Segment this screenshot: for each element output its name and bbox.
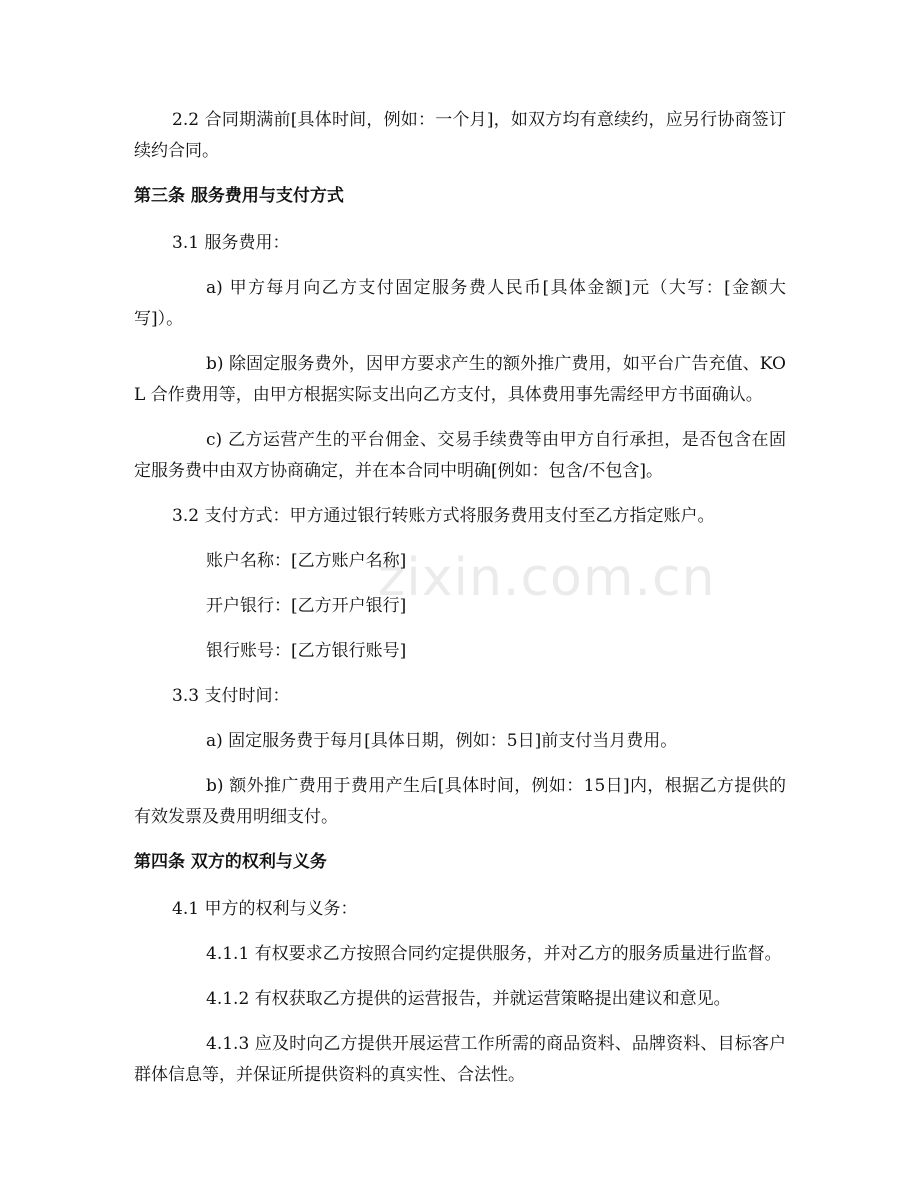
clause-3-3: 3.3 支付时间： xyxy=(172,686,290,706)
clause-4-1-2: 4.1.2 有权获取乙方提供的运营报告，并就运营策略提出建议和意见。 xyxy=(206,989,731,1009)
article-3-heading: 第三条 服务费用与支付方式 xyxy=(134,186,344,206)
watermark: zixin.com.cn xyxy=(378,548,716,608)
clause-3-2: 3.2 支付方式：甲方通过银行转账方式将服务费用支付至乙方指定账户。 xyxy=(172,506,715,526)
clause-3-1-a: a) 甲方每月向乙方支付固定服务费人民币[具体金额]元（大写：[金额大写]）。 xyxy=(134,278,786,329)
clause-4-1: 4.1 甲方的权利与义务： xyxy=(172,899,358,919)
clause-4-1-1: 4.1.1 有权要求乙方按照合同约定提供服务，并对乙方的服务质量进行监督。 xyxy=(206,944,782,964)
account-name: 账户名称：[乙方账户名称] xyxy=(206,551,407,571)
account-bank: 开户银行：[乙方开户银行] xyxy=(206,596,407,616)
clause-3-3-a: a) 固定服务费于每月[具体日期，例如：5日]前支付当月费用。 xyxy=(206,731,678,751)
clause-2-2: 2.2 合同期满前[具体时间，例如：一个月]，如双方均有意续约，应另行协商签订续约合同。 xyxy=(134,110,786,161)
clause-3-1: 3.1 服务费用： xyxy=(172,233,290,253)
clause-3-1-c: c) 乙方运营产生的平台佣金、交易手续费等由甲方自行承担，是否包含在固定服务费中由双方协商确定，并在本合同中明确[例如：包含/不包含]。 xyxy=(134,430,786,481)
account-number: 银行账号：[乙方银行账号] xyxy=(206,641,407,661)
article-4-heading: 第四条 双方的权利与义务 xyxy=(134,852,327,872)
clause-4-1-3: 4.1.3 应及时向乙方提供开展运营工作所需的商品资料、品牌资料、目标客户群体信息等，并保证所提供资料的真实性、合法性。 xyxy=(134,1034,786,1085)
clause-3-1-b: b) 除固定服务费外，因甲方要求产生的额外推广费用，如平台广告充值、KOL 合作费用等，由甲方根据实际支出向乙方支付，具体费用事先需经甲方书面确认。 xyxy=(134,354,786,405)
clause-3-3-b: b) 额外推广费用于费用产生后[具体时间，例如：15日]内，根据乙方提供的有效发票及费用明细支付。 xyxy=(134,776,786,827)
